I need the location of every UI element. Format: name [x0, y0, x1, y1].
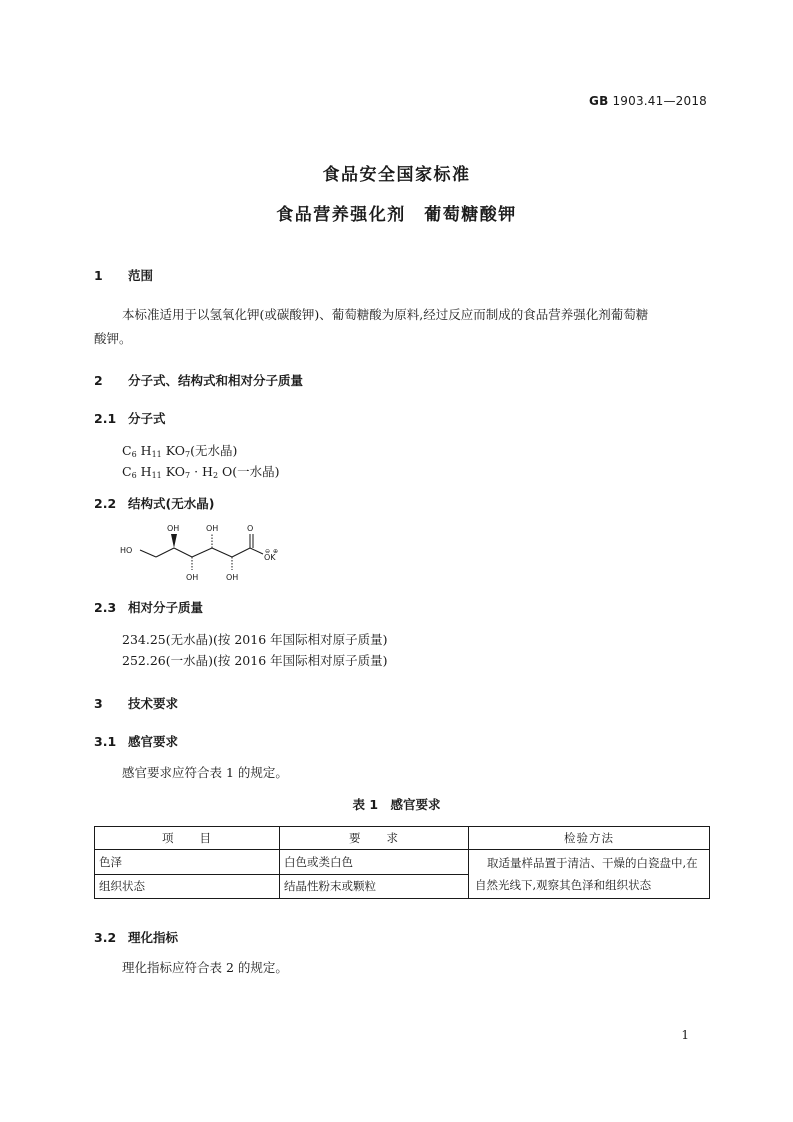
section-1-heading	[94, 266, 153, 284]
standard-prefix: GB	[589, 94, 609, 108]
bond	[232, 548, 250, 557]
section-title: 结构式(无水晶)	[128, 496, 215, 511]
section-2-heading	[94, 371, 303, 389]
sensory-requirements-text: 感官要求应符合表 1 的规定。	[122, 765, 288, 780]
section-number: 1	[94, 268, 103, 283]
table-1-caption: 表 1 感官要求	[352, 797, 441, 812]
method-line-2: 自然光线下,观察其色泽和组织状态	[475, 878, 652, 892]
formula-subscript: 2	[212, 471, 219, 480]
formula-subscript: 11	[151, 450, 162, 459]
section-3-1-heading	[94, 732, 178, 750]
oh-label: OH	[226, 573, 239, 582]
table-header-row	[95, 827, 710, 850]
molecular-mass-anhydrous: 234.25(无水晶)(按 2016 年国际相对原子质量)	[122, 632, 388, 647]
ok-label: OK	[264, 553, 276, 562]
formula-element: C	[122, 464, 132, 479]
page-number: 1	[681, 1028, 689, 1042]
formula-subscript: 11	[151, 471, 162, 480]
section-title: 理化指标	[128, 930, 179, 945]
formula-element: KO	[165, 443, 185, 458]
section-2-2-heading	[94, 494, 214, 512]
section-number: 2	[94, 373, 103, 388]
method-line-1: 取适量样品置于清洁、干燥的白瓷盘中,在	[487, 856, 698, 870]
method-cell	[469, 850, 710, 899]
section-title: 相对分子质量	[128, 600, 204, 615]
oh-label: OH	[206, 524, 219, 533]
formula-dot: ·	[194, 464, 199, 479]
bond	[156, 548, 174, 557]
formula-note: (无水晶)	[190, 443, 238, 458]
molecular-mass-monohydrate: 252.26(一水晶)(按 2016 年国际相对原子质量)	[122, 653, 388, 668]
section-title: 范围	[128, 268, 154, 283]
oxygen-label: O	[247, 524, 254, 533]
document-title: 食品安全国家标准	[322, 165, 471, 185]
section-number: 2.1	[94, 411, 117, 426]
negative-charge: ⊖	[265, 548, 271, 555]
section-number: 3.2	[94, 930, 117, 945]
section-number: 3.1	[94, 734, 117, 749]
section-title: 分子式、结构式和相对分子质量	[128, 373, 304, 388]
sensory-requirements-table	[94, 826, 710, 899]
standard-number	[589, 94, 707, 108]
formula-element: KO	[165, 464, 185, 479]
column-header-method: 检验方法	[469, 827, 710, 850]
oh-label: OH	[167, 524, 180, 533]
formula-element: H	[140, 464, 152, 479]
standard-code: 1903.41—2018	[612, 94, 707, 108]
requirement-cell: 白色或类白色	[280, 850, 469, 875]
wedge-bond	[171, 534, 177, 548]
formula-element: H	[140, 443, 152, 458]
ho-label: HO	[120, 546, 133, 555]
section-number: 2.3	[94, 600, 117, 615]
requirement-cell: 结晶性粉末或颗粒	[280, 874, 469, 899]
section-number: 2.2	[94, 496, 117, 511]
section-title: 技术要求	[128, 696, 179, 711]
bond	[140, 550, 156, 557]
physicochemical-text: 理化指标应符合表 2 的规定。	[122, 960, 288, 975]
scope-paragraph-line1: 本标准适用于以氢氧化钾(或碳酸钾)、葡萄糖酸为原料,经过反应而制成的食品营养强化剂葡萄糖	[122, 307, 649, 322]
formula-note: (一水晶)	[232, 464, 280, 479]
formula-monohydrate	[122, 462, 280, 480]
document-subtitle: 食品营养强化剂 葡萄糖酸钾	[276, 205, 517, 225]
bond	[174, 548, 192, 557]
section-title: 感官要求	[128, 734, 179, 749]
column-header-requirement: 要 求	[280, 827, 469, 850]
item-cell: 色泽	[95, 850, 280, 875]
carbon-chain	[140, 534, 263, 570]
table-row	[95, 850, 710, 875]
formula-subscript: 7	[185, 450, 191, 459]
section-title: 分子式	[128, 411, 166, 426]
section-3-heading	[94, 694, 178, 712]
section-number: 3	[94, 696, 103, 711]
formula-subscript: 6	[131, 450, 137, 459]
scope-paragraph-line2: 酸钾。	[94, 331, 132, 346]
formula-element: H	[202, 464, 213, 479]
bond	[250, 548, 263, 554]
formula-element: C	[122, 443, 132, 458]
structural-formula	[118, 520, 298, 588]
formula-element: O	[222, 464, 233, 479]
oh-label: OH	[186, 573, 199, 582]
formula-subscript: 7	[185, 471, 191, 480]
formula-subscript: 6	[131, 471, 137, 480]
bond	[192, 548, 212, 557]
formula-anhydrous	[122, 441, 237, 459]
bond	[212, 548, 232, 557]
column-header-item: 项 目	[95, 827, 280, 850]
section-2-1-heading	[94, 409, 166, 427]
section-3-2-heading	[94, 928, 178, 946]
item-cell: 组织状态	[95, 874, 280, 899]
positive-charge: ⊕	[273, 548, 279, 555]
section-2-3-heading	[94, 598, 203, 616]
